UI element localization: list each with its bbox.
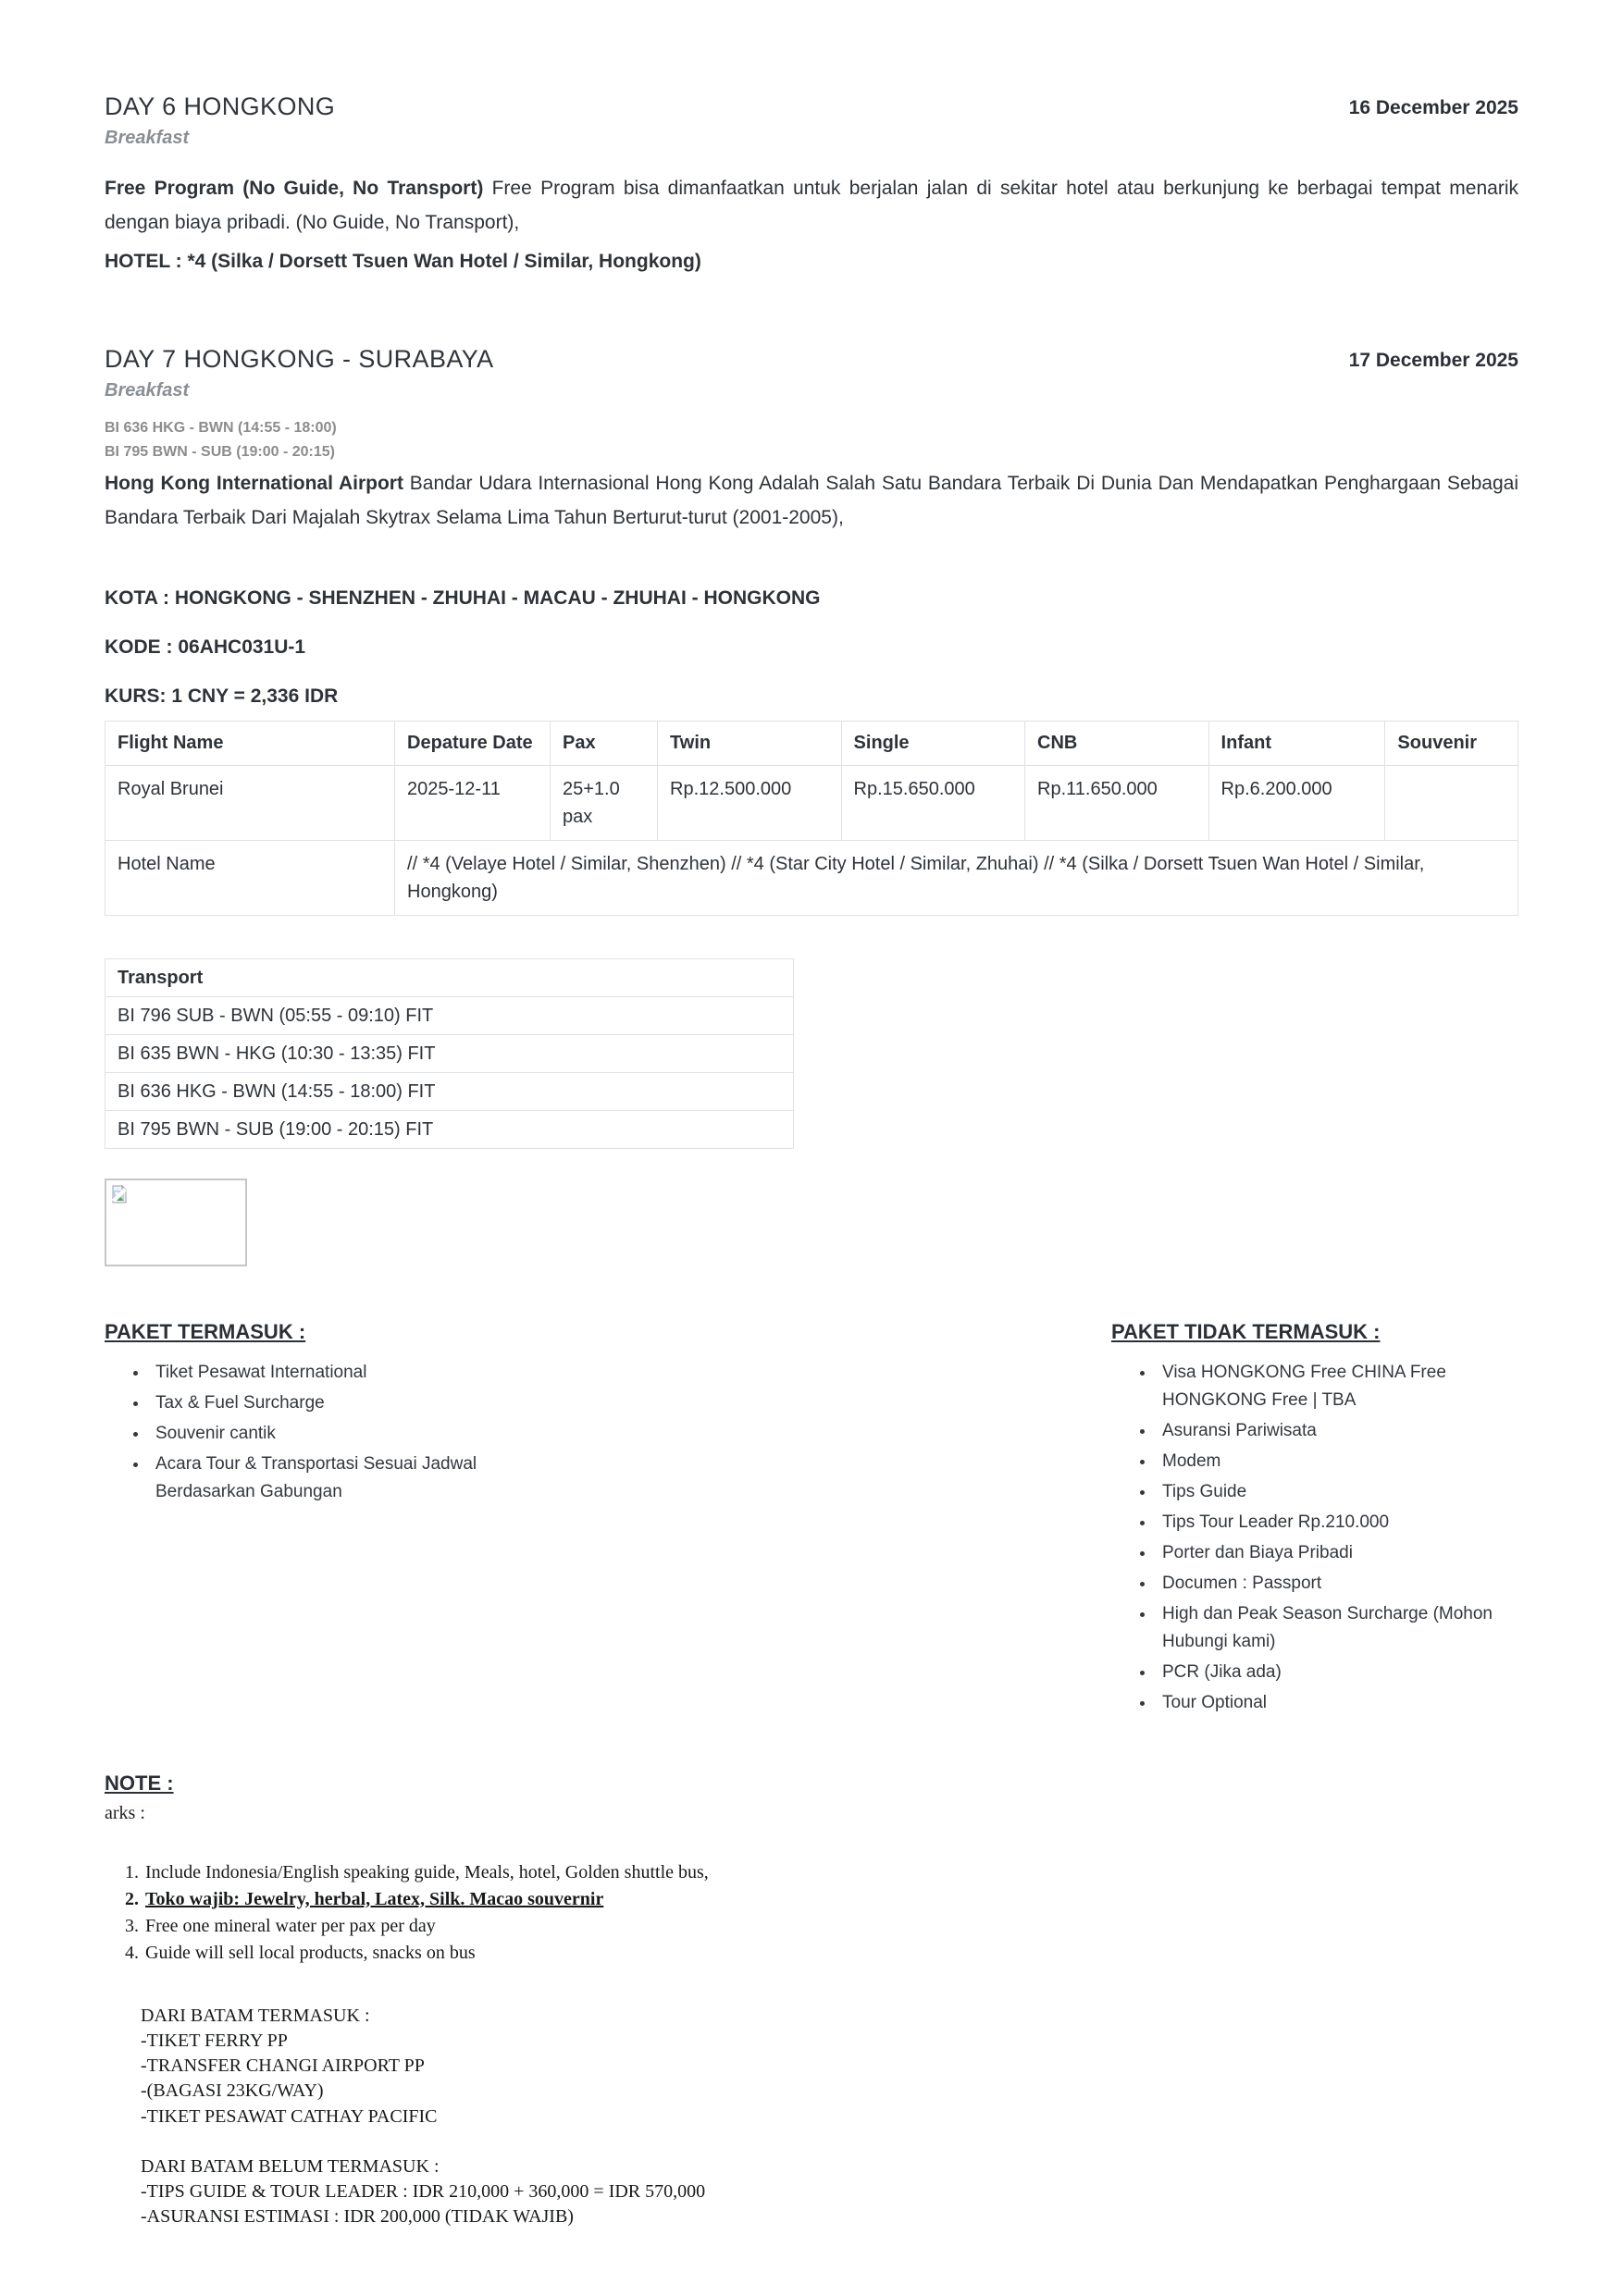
list-item: • Tour Optional	[1156, 1689, 1518, 1717]
day6-hotel-line: HOTEL : *4 (Silka / Dorsett Tsuen Wan Hotel / Similar, Hongkong)	[105, 250, 701, 272]
cell-cnb-price: Rp.11.650.000	[1025, 765, 1209, 840]
paket-termasuk-column	[105, 1320, 558, 1720]
day7-section	[105, 345, 1518, 536]
spacer	[141, 2129, 1518, 2154]
day6-meal-label: Breakfast	[105, 128, 190, 148]
col-header-twin: Twin	[658, 721, 842, 765]
col-header-souvenir: Souvenir	[1385, 721, 1518, 765]
list-item: • Visa HONGKONG Free CHINA Free HONGKONG Free | TBA	[1156, 1359, 1518, 1414]
note-subtitle: arks :	[105, 1802, 145, 1823]
batam-included-title: DARI BATAM TERMASUK :	[141, 2005, 370, 2026]
batam-excluded-title: DARI BATAM BELUM TERMASUK :	[141, 2155, 440, 2177]
cell-souvenir	[1385, 765, 1518, 840]
batam-included-line: -TIKET FERRY PP	[141, 2031, 288, 2052]
note-list	[105, 1859, 1518, 1967]
list-item: • Tiket Pesawat International	[149, 1359, 558, 1387]
cell-infant-price: Rp.6.200.000	[1208, 765, 1385, 840]
transport-row	[105, 996, 794, 1034]
day7-paragraph	[105, 466, 1518, 536]
day7-header	[105, 345, 1518, 374]
day7-date: 17 December 2025	[1348, 350, 1518, 372]
transport-header: Transport	[105, 958, 794, 996]
transport-row	[105, 1072, 794, 1110]
note-title: NOTE :	[105, 1771, 174, 1795]
tour-info-block	[105, 587, 1518, 708]
transport-flight: BI 636 HKG - BWN (14:55 - 18:00) FIT	[105, 1072, 794, 1110]
transport-table	[105, 958, 794, 1149]
day7-title: DAY 7 HONGKONG - SURABAYA	[105, 345, 494, 374]
paket-tidak-termasuk-column	[1111, 1320, 1518, 1720]
day7-paragraph-body: Bandar Udara Internasional Hong Kong Adalah Salah Satu Bandara Terbaik Di Dunia Dan Mendapatkan Penghargaan Sebagai Bandara Terbaik Dari Majalah Skytrax Selama Lima Tahun Berturut-turut (2001-2005),	[105, 472, 1518, 529]
broken-image-placeholder	[105, 1179, 247, 1266]
col-header-pax: Pax	[551, 721, 658, 765]
list-item: • PCR (Jika ada)	[1156, 1659, 1518, 1686]
kode-line: KODE : 06AHC031U-1	[105, 636, 306, 658]
paket-section	[105, 1320, 1518, 1720]
batam-included-line: -TIKET PESAWAT CATHAY PACIFIC	[141, 2105, 438, 2127]
day6-header	[105, 93, 1518, 121]
day6-title: DAY 6 HONGKONG	[105, 93, 336, 120]
paket-tidak-termasuk-title: PAKET TIDAK TERMASUK :	[1111, 1319, 1381, 1343]
day6-section	[105, 93, 1518, 278]
note-item: 1. Include Indonesia/English speaking guide, Meals, hotel, Golden shuttle bus,	[143, 1859, 1518, 1886]
kota-line: KOTA : HONGKONG - SHENZHEN - ZHUHAI - MACAU - ZHUHAI - HONGKONG	[105, 586, 821, 609]
cell-twin-price: Rp.12.500.000	[658, 765, 842, 840]
day6-date: 16 December 2025	[1348, 97, 1518, 118]
list-item: • Asuransi Pariwisata	[1156, 1417, 1518, 1445]
day7-paragraph-lead: Hong Kong International Airport	[105, 472, 403, 494]
transport-flight: BI 635 BWN - HKG (10:30 - 13:35) FIT	[105, 1034, 794, 1072]
list-item: • Modem	[1156, 1448, 1518, 1475]
flight-line: BI 636 HKG - BWN (14:55 - 18:00)	[105, 420, 337, 437]
batam-included-line: -TRANSFER CHANGI AIRPORT PP	[141, 2055, 425, 2077]
note-item: 3. Free one mineral water per pax per day	[143, 1913, 1518, 1940]
day7-meal-label: Breakfast	[105, 380, 190, 401]
flight-line: BI 795 BWN - SUB (19:00 - 20:15)	[105, 444, 335, 461]
col-header-cnb: CNB	[1025, 721, 1209, 765]
batam-excluded-line: -ASURANSI ESTIMASI : IDR 200,000 (TIDAK WAJIB)	[141, 2206, 574, 2228]
broken-image-icon	[111, 1192, 130, 1208]
col-header-single: Single	[841, 721, 1025, 765]
transport-header-row	[105, 958, 794, 996]
hotel-name-value: // *4 (Velaye Hotel / Similar, Shenzhen) // *4 (Star City Hotel / Similar, Zhuhai) // *4 (Silka / Dorsett Tsuen Wan Hotel / Similar, Hongkong)	[395, 840, 1518, 915]
list-item: • Acara Tour & Transportasi Sesuai Jadwal Berdasarkan Gabungan	[149, 1450, 558, 1506]
cell-flight-name: Royal Brunei	[105, 765, 395, 840]
paket-tidak-termasuk-list	[1111, 1359, 1518, 1717]
cell-departure-date: 2025-12-11	[395, 765, 551, 840]
transport-row	[105, 1110, 794, 1148]
price-table-row	[105, 765, 1518, 840]
list-item: • Souvenir cantik	[149, 1420, 558, 1448]
hotel-name-label: Hotel Name	[105, 840, 395, 915]
cell-single-price: Rp.15.650.000	[841, 765, 1025, 840]
transport-flight: BI 795 BWN - SUB (19:00 - 20:15) FIT	[105, 1110, 794, 1148]
col-header-departure-date: Depature Date	[395, 721, 551, 765]
price-table-header-row	[105, 721, 1518, 765]
note-section	[105, 1771, 1518, 2230]
price-table	[105, 721, 1518, 916]
paket-termasuk-title: PAKET TERMASUK :	[105, 1319, 306, 1343]
col-header-infant: Infant	[1208, 721, 1385, 765]
batam-block	[141, 2004, 1518, 2230]
paket-termasuk-list	[105, 1359, 558, 1506]
day6-paragraph-lead: Free Program (No Guide, No Transport)	[105, 178, 484, 199]
note-item: 4. Guide will sell local products, snacks on bus	[143, 1940, 1518, 1967]
col-header-flight-name: Flight Name	[105, 721, 395, 765]
batam-excluded-line: -TIPS GUIDE & TOUR LEADER : IDR 210,000 + 360,000 = IDR 570,000	[141, 2181, 706, 2202]
list-item: • Tips Guide	[1156, 1478, 1518, 1506]
note-item-mandatory-shops: 2. Toko wajib: Jewelry, herbal, Latex, Silk. Macao souvernir	[143, 1886, 1518, 1913]
list-item: • Porter dan Biaya Pribadi	[1156, 1539, 1518, 1567]
transport-row	[105, 1034, 794, 1072]
hotel-name-row	[105, 840, 1518, 915]
batam-included-line: -(BAGASI 23KG/WAY)	[141, 2080, 324, 2102]
transport-flight: BI 796 SUB - BWN (05:55 - 09:10) FIT	[105, 996, 794, 1034]
day6-paragraph	[105, 171, 1518, 278]
list-item: • Tax & Fuel Surcharge	[149, 1389, 558, 1417]
day7-flight-lines	[105, 416, 1518, 464]
list-item: • High dan Peak Season Surcharge (Mohon Hubungi kami)	[1156, 1600, 1518, 1656]
list-item: • Documen : Passport	[1156, 1570, 1518, 1598]
cell-pax: 25+1.0 pax	[551, 765, 658, 840]
kurs-line: KURS: 1 CNY = 2,336 IDR	[105, 685, 339, 707]
day6-paragraph-body: Free Program bisa dimanfaatkan untuk berjalan jalan di sekitar hotel atau berkunjung ke berbagai tempat menarik dengan biaya pribadi. (No Guide, No Transport),	[105, 178, 1518, 234]
list-item: • Tips Tour Leader Rp.210.000	[1156, 1509, 1518, 1537]
